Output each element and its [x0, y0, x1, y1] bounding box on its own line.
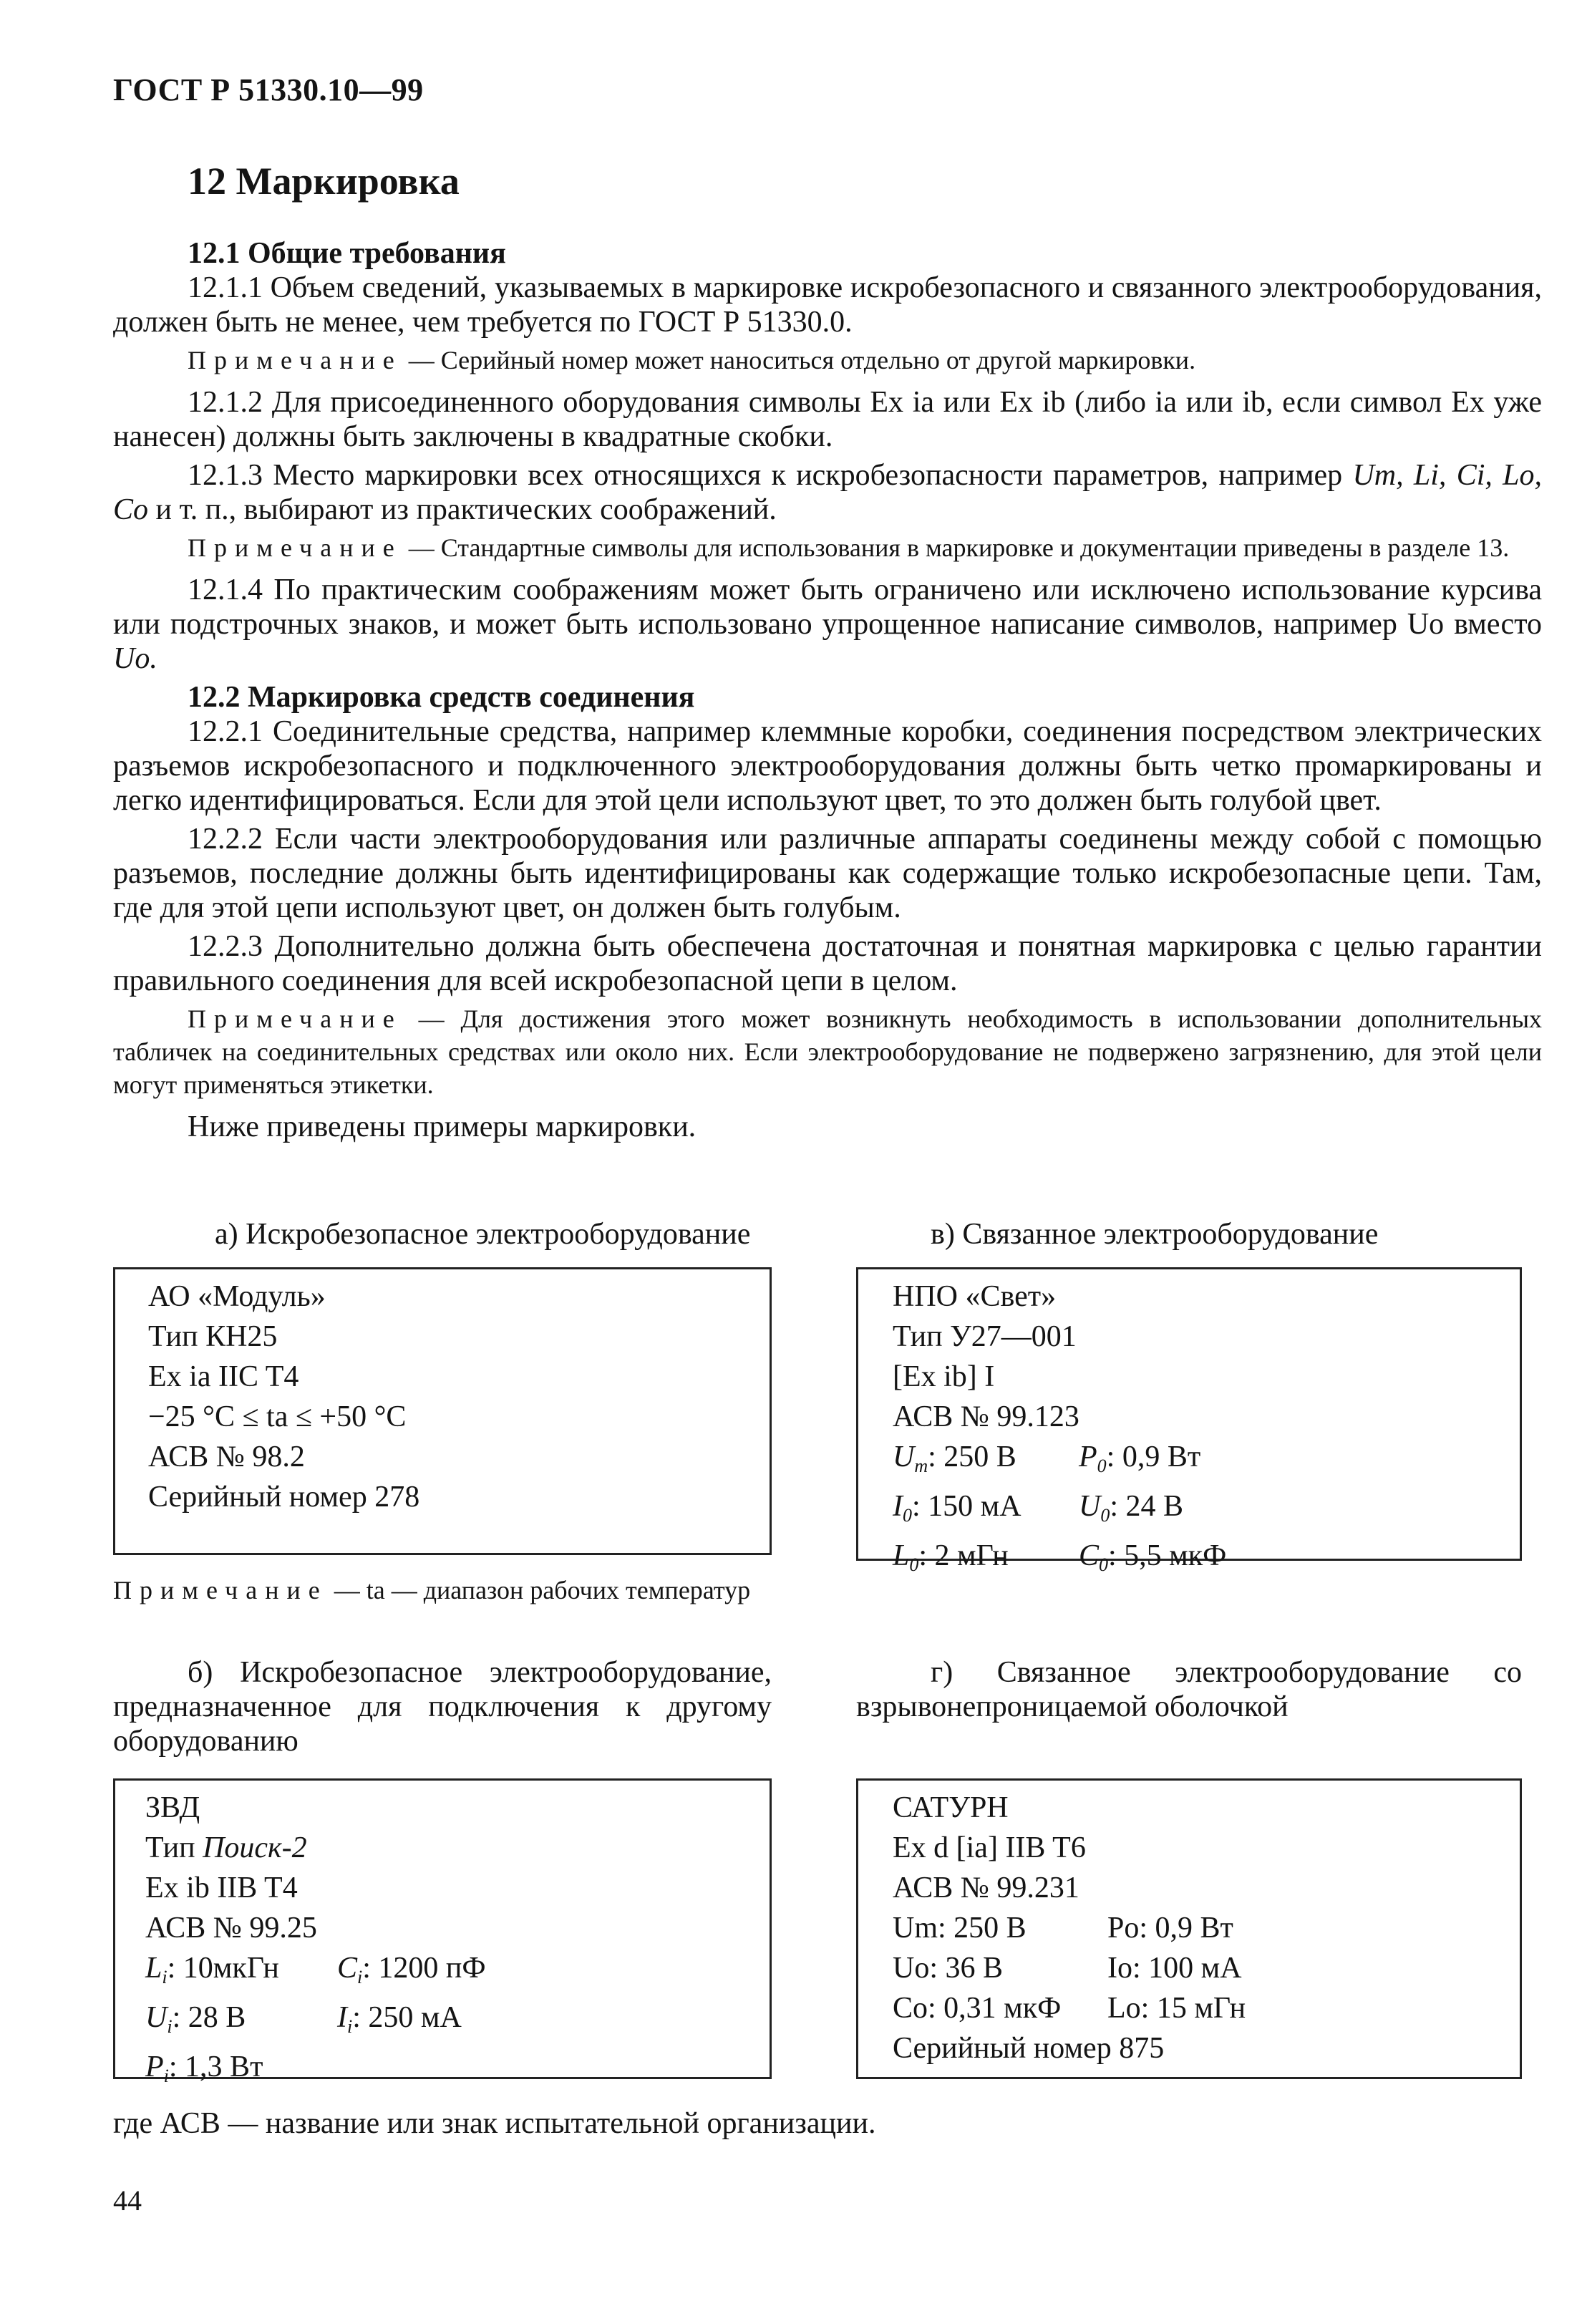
param-subscript: 0 [1100, 1505, 1110, 1526]
p-12-1-4-text: 12.1.4 По практическим соображениям может быть ограничено или исключено использование курсива или подстрочных знаков, и может быть использовано упрощенное написание символов, например Uo вместо [113, 573, 1542, 641]
box-g-line: АСВ № 99.231 [893, 1872, 1079, 1904]
box-v-line: АСВ № 99.123 [893, 1400, 1079, 1433]
param-cell [893, 1536, 1079, 1585]
param-subscript: i [163, 2066, 169, 2086]
param-subscript: 0 [909, 1554, 919, 1575]
note-label: Примечание [188, 533, 402, 562]
box-a-line: −25 °C ≤ ta ≤ +50 °C [148, 1400, 407, 1433]
box-g-line: Серийный номер 875 [893, 2032, 1165, 2065]
box-b-line: ЗВД [145, 1791, 200, 1824]
param-value: : 250 мА [352, 2001, 462, 2034]
param-cell [1079, 1539, 1227, 1575]
box-v-line: [Ex ib] I [893, 1360, 995, 1393]
param-value: : 24 В [1110, 1490, 1184, 1523]
note-1-text: — Серийный номер может наноситься отдельно от другой маркировки. [408, 346, 1196, 374]
param-symbol: P [1079, 1441, 1097, 1473]
param-cell [1079, 1490, 1184, 1526]
param-value: : 10мкГн [167, 1952, 279, 1985]
param-value: : 5,5 мкФ [1108, 1539, 1227, 1572]
p-12-1-3-text-a: 12.1.3 Место маркировки всех относящихся к искробезопасности параметров, например [188, 459, 1343, 492]
box-b-param-row [145, 1998, 739, 2047]
param-cell [893, 1486, 1079, 1536]
marking-box-a [113, 1267, 772, 1555]
box-a-line: Ex ia IIC T4 [148, 1360, 299, 1393]
caption-g: г) Связанное электрооборудование со взрывонепроницаемой оболочкой [856, 1656, 1522, 1723]
param-cell: Uo: 36 В [893, 1952, 1004, 1985]
caption-b: б) Искробезопасное электрооборудование, предназначенное для подключения к другому оборудованию [113, 1656, 772, 1758]
subsection-12-2-title: 12.2 Маркировка средств соединения [188, 681, 695, 714]
param-symbol: C [1079, 1539, 1100, 1572]
param-subscript: i [357, 1967, 363, 1987]
param-symbol: U [893, 1441, 915, 1473]
note-ta [113, 1574, 772, 1607]
box-v-line: Тип У27—001 [893, 1320, 1077, 1353]
box-a-line: Серийный номер 278 [148, 1481, 420, 1514]
main-text [113, 236, 1542, 1144]
param-symbol: P [145, 2051, 164, 2083]
caption-v: в) Связанное электрооборудование [931, 1218, 1379, 1251]
caption-a: а) Искробезопасное электрооборудование [215, 1218, 751, 1251]
note-label: Примечание [188, 1004, 402, 1033]
paragraph-12-1-1: 12.1.1 Объем сведений, указываемых в маркировке искробезопасного и связанного электрооборудования, должен быть не менее, чем требуется по ГОСТ Р 51330.0. [113, 271, 1542, 339]
box-b-line: Ex ib IIB T4 [145, 1872, 298, 1904]
param-subscript: 0 [903, 1505, 912, 1526]
param-symbol: U [145, 2001, 168, 2034]
box-v-param-row [893, 1437, 1485, 1486]
note-label: Примечание [113, 1576, 328, 1604]
paragraph-12-2-1: 12.2.1 Соединительные средства, например клеммные коробки, соединения посредством электрических разъемов искробезопасного и подключенного электрооборудования должны быть четко промаркированы и легко идентифицироваться. Если для этой цели используют цвет, то это должен быть голубой цвет. [113, 715, 1542, 817]
param-cell [145, 1998, 337, 2047]
param-cell [145, 2051, 263, 2086]
type-prefix: Тип [145, 1831, 195, 1864]
param-cell: Co: 0,31 мкФ [893, 1992, 1062, 2025]
param-symbol: I [893, 1490, 903, 1523]
param-value: : 0,9 Вт [1106, 1441, 1201, 1473]
param-value: : 150 мА [912, 1490, 1021, 1523]
param-cell: Lo: 15 мГн [1107, 1992, 1246, 2025]
param-cell: Um: 250 В [893, 1912, 1027, 1945]
param-cell [1079, 1441, 1201, 1476]
paragraph-12-2-2: 12.2.2 Если части электрооборудования или различные аппараты соединены между собой с помощью разъемов, последние должны быть идентифицированы как содержащие только искробезопасные цепи. Там, где для этой цепи используют цвет, он должен быть голубым. [113, 823, 1542, 924]
param-subscript: i [347, 2016, 353, 2037]
box-b-line: АСВ № 99.25 [145, 1912, 317, 1945]
subsection-12-1-title: 12.1 Общие требования [188, 237, 506, 270]
param-symbol: C [337, 1952, 358, 1985]
marking-box-g [856, 1778, 1522, 2079]
param-cell: Io: 100 мА [1107, 1952, 1242, 1985]
param-value: : 28 В [172, 2001, 246, 2034]
param-symbol: I [337, 2001, 347, 2034]
page-number: 44 [113, 2184, 142, 2217]
paragraph-12-1-2: 12.1.2 Для присоединенного оборудования символы Ex ia или Ex ib (либо ia или ib, если символ Ex уже нанесен) должны быть заключены в квадратные скобки. [113, 386, 1542, 453]
type-name: Поиск-2 [203, 1831, 307, 1864]
param-cell [337, 2001, 462, 2037]
param-subscript: m [914, 1456, 928, 1476]
paragraph-12-1-3 [113, 458, 1542, 527]
param-subscript: 0 [1099, 1554, 1109, 1575]
param-cell [893, 1437, 1079, 1486]
footnote-asv: где АСВ — название или знак испытательной организации. [113, 2107, 876, 2140]
note-2 [113, 531, 1542, 564]
box-v-param-row [893, 1486, 1485, 1536]
box-v-param-row [893, 1536, 1485, 1585]
box-a-line: АО «Модуль» [148, 1280, 326, 1313]
param-value: : 1,3 Вт [168, 2051, 263, 2083]
marking-box-v [856, 1267, 1522, 1575]
param-cell [145, 1948, 337, 1998]
box-g-line: САТУРН [893, 1791, 1009, 1824]
box-a-line: АСВ № 98.2 [148, 1441, 305, 1473]
section-title: 12 Маркировка [188, 160, 460, 203]
param-symbol: U [1079, 1490, 1101, 1523]
examples-intro: Ниже приведены примеры маркировки. [188, 1110, 697, 1143]
param-value: : 1200 пФ [362, 1952, 486, 1985]
param-cell: Po: 0,9 Вт [1107, 1912, 1233, 1945]
note-label: Примечание [188, 346, 402, 374]
note-3 [113, 1002, 1542, 1101]
param-subscript: 0 [1097, 1456, 1107, 1476]
box-g-param-row [893, 1948, 1485, 1988]
p-12-1-3-italic: Um, Li, Ci, Lo, Co [113, 459, 1543, 526]
param-value: : 250 В [928, 1441, 1016, 1473]
box-b-param-row [145, 2047, 739, 2096]
param-subscript: i [162, 1967, 168, 1987]
box-g-param-row [893, 1908, 1485, 1948]
param-symbol: L [893, 1539, 910, 1572]
box-g-param-row [893, 1988, 1485, 2028]
param-symbol: L [145, 1952, 162, 1985]
param-cell [337, 1952, 486, 1985]
box-g-line: Ex d [ia] IIB T6 [893, 1831, 1086, 1864]
note-3-text: — Для достижения этого может возникнуть необходимость в использовании дополнительных табличек на соединительных средствах или около них. Если электрооборудование не подвержено загрязнению, для этой цели могут применяться этикетки. [113, 1004, 1543, 1099]
box-b-type-line [145, 1828, 739, 1868]
paragraph-12-1-4 [113, 573, 1542, 676]
box-v-line: НПО «Свет» [893, 1280, 1057, 1313]
standard-header: ГОСТ Р 51330.10—99 [113, 72, 424, 107]
box-b-param-row [145, 1948, 739, 1998]
marking-box-b [113, 1778, 772, 2086]
p-12-1-3-text-b: и т. п., выбирают из практических соображений. [155, 493, 777, 526]
note-ta-text: — ta — диапазон рабочих температур [334, 1576, 751, 1604]
paragraph-12-2-3: 12.2.3 Дополнительно должна быть обеспечена достаточная и понятная маркировка с целью гарантии правильного соединения для всей искробезопасной цепи в целом. [113, 930, 1542, 997]
param-subscript: i [167, 2016, 173, 2037]
note-1 [113, 344, 1542, 377]
param-value: : 2 мГн [918, 1539, 1009, 1572]
p-12-1-4-italic: Uo. [113, 642, 157, 675]
box-a-line: Тип КН25 [148, 1320, 278, 1353]
note-2-text: — Стандартные символы для использования в маркировке и документации приведены в разделе 13. [408, 533, 1510, 562]
